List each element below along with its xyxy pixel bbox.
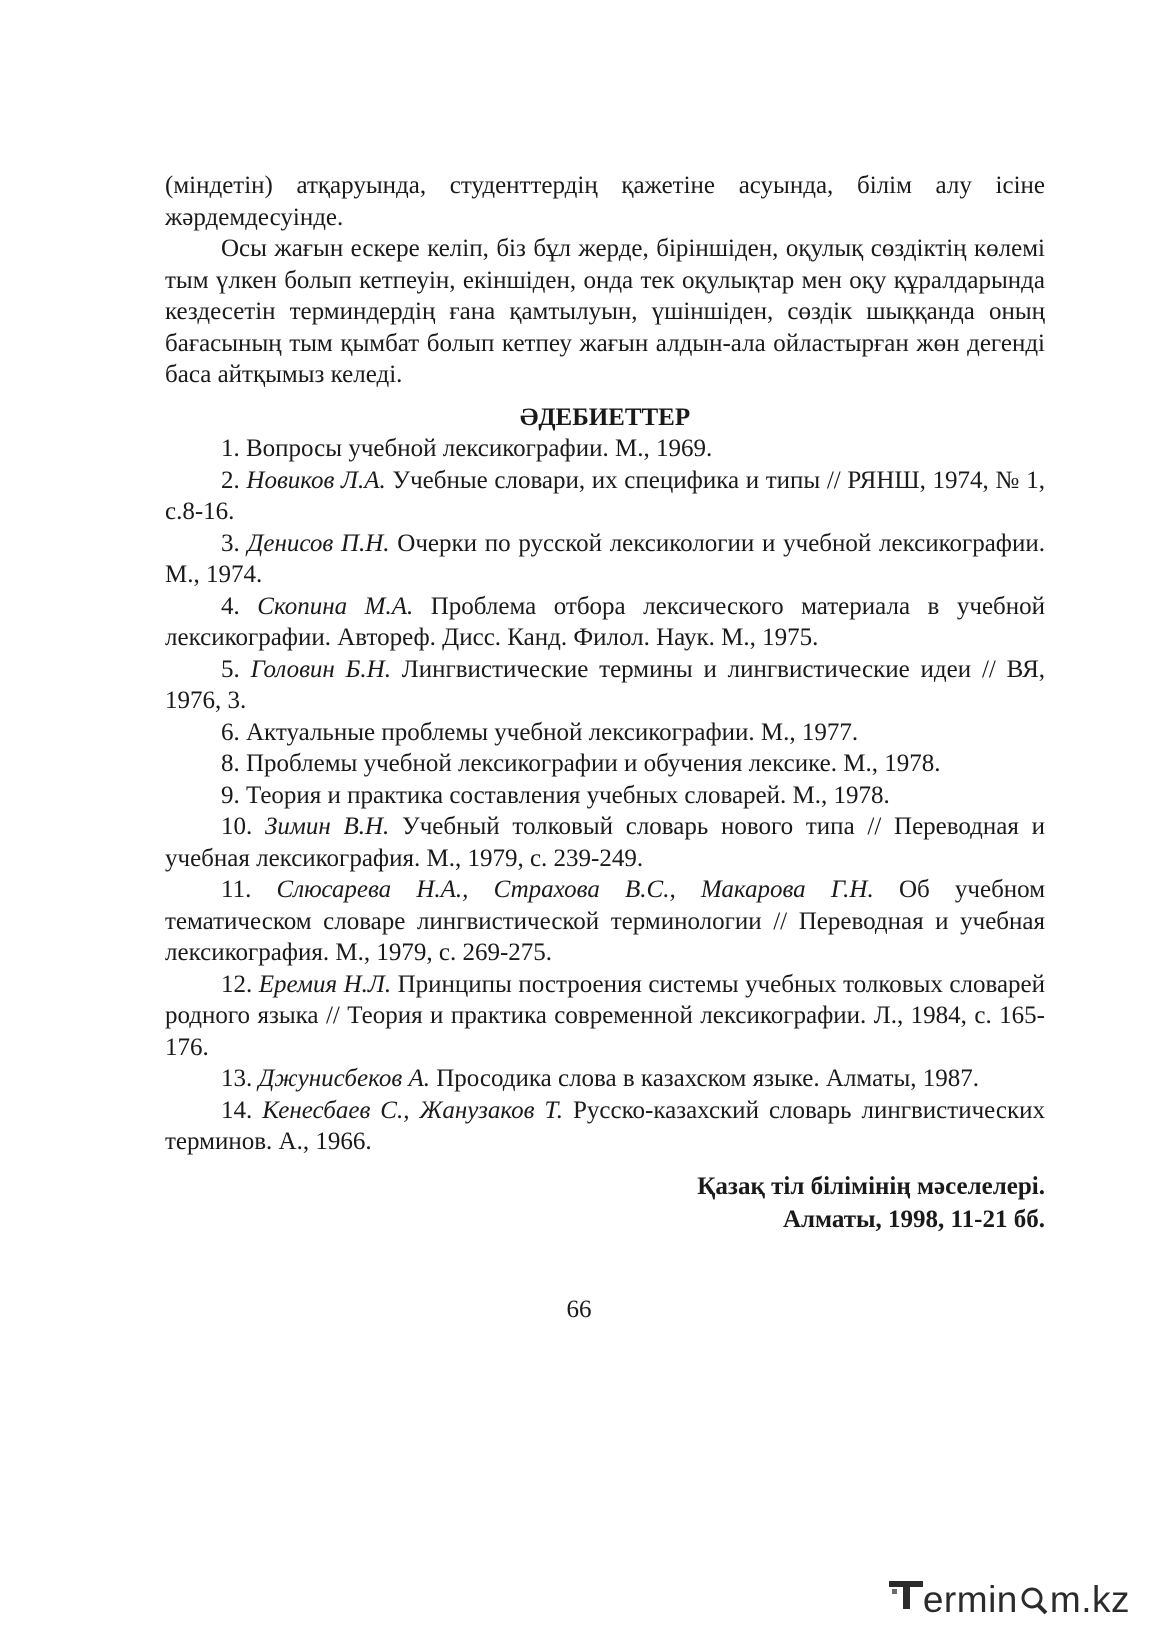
reference-text: Очерки по русской лексикологии и учебной лексикографии. М., 1974. (165, 529, 1046, 588)
reference-number: 12. (221, 970, 253, 998)
reference-number: 1. (221, 435, 240, 462)
reference-text: Теория и практика составления учебных словарей. М., 1978. (246, 781, 890, 809)
watermark-text-part-1: ermin (922, 1578, 1018, 1620)
reference-authors: Новиков Л.А. (246, 466, 386, 494)
reference-item (165, 528, 1045, 591)
reference-authors: Денисов П.Н. (247, 529, 390, 557)
reference-item (165, 1095, 1045, 1158)
references-heading: ӘДЕБИЕТТЕР (519, 403, 691, 431)
reference-text: Принципы построения системы учебных толковых словарей родного языка // Теория и практика современной лексикографии. Л., 1984, с. 165-176. (165, 970, 1046, 1061)
reference-number: 10. (221, 813, 253, 840)
reference-number: 13. (221, 1065, 253, 1092)
reference-text: Учебные словари, их специфика и типы // РЯНШ, 1974, № 1, с.8-16. (165, 466, 1046, 525)
reference-item (165, 654, 1045, 717)
reference-text: Вопросы учебной лексикографии. М., 1969. (246, 435, 713, 462)
t-logo-icon (889, 1577, 923, 1622)
reference-authors: Зимин В.Н. (264, 813, 390, 840)
reference-text: Учебный толковый словарь нового типа // Переводная и учебная лексикография. М., 1979, с. 239-249. (165, 813, 1045, 872)
reference-number: 8. (221, 750, 240, 777)
reference-authors: Головин Б.Н. (250, 655, 391, 683)
reference-text: Проблемы учебной лексикографии и обучения лексике. М., 1978. (246, 750, 941, 777)
source-citation (165, 1170, 1045, 1236)
source-line-1: Қазақ тіл білімінің мәселелері. (697, 1172, 1045, 1200)
reference-item (165, 874, 1045, 969)
reference-item (165, 717, 1045, 749)
source-line-2: Алматы, 1998, 11-21 бб. (782, 1205, 1045, 1233)
reference-item (165, 465, 1045, 528)
reference-number: 11. (221, 876, 252, 903)
page-content (165, 170, 1045, 1236)
reference-number: 3. (221, 529, 240, 557)
reference-item (165, 591, 1045, 654)
reference-item (165, 811, 1045, 874)
body-paragraph: (міндетін) атқаруында, студенттердің қажетіне асуында, білім алу ісіне жәрдемдесуінде. (165, 172, 1045, 231)
references-list (165, 433, 1045, 1158)
reference-text: Актуальные проблемы учебной лексикографии. М., 1977. (246, 718, 859, 746)
reference-item (165, 748, 1045, 780)
reference-item (165, 1063, 1045, 1095)
reference-authors: Слюсарева Н.А., Страхова В.С., Макарова Г.Н. (276, 876, 874, 903)
reference-item (165, 780, 1045, 812)
watermark-text-part-2: m.kz (1049, 1578, 1130, 1620)
reference-text: Русско-казахский словарь лингвистических терминов. А., 1966. (165, 1096, 1045, 1155)
body-paragraph: Осы жағын ескере келіп, біз бұл жерде, біріншіден, оқулық сөздіктің көлемі тым үлкен болып кетпеуін, екіншіден, онда тек оқулықтар мен оқу құралдарында кездесетін терминдердің ғана қамтылуын, үшіншіден, сөздік шыққанда оның бағасының тым қымбат болып кетпеу жағын алдын-ала ойластырған жөн дегенді баса айтқымыз келеді. (165, 235, 1045, 388)
reference-item (165, 969, 1045, 1064)
reference-authors: Еремия Н.Л. (258, 970, 392, 998)
reference-text: Проблема отбора лексического материала в учебной лексикографии. Автореф. Дисс. Канд. Филол. Наук. М., 1975. (165, 592, 1046, 651)
reference-text: Просодика слова в казахском языке. Алматы, 1987. (436, 1065, 980, 1092)
reference-text: Об учебном тематическом словаре лингвистической терминологии // Переводная и учебная лексикография. М., 1979, с. 269-275. (165, 876, 1046, 966)
page-number: 66 (566, 1296, 592, 1323)
reference-text: Лингвистические термины и лингвистические идеи // ВЯ, 1976, 3. (165, 655, 1045, 714)
magnifier-icon (1019, 1584, 1049, 1616)
reference-authors: Скопина М.А. (257, 592, 414, 620)
reference-number: 9. (221, 781, 240, 809)
reference-number: 14. (221, 1096, 253, 1124)
reference-item (165, 433, 1045, 465)
reference-number: 2. (221, 466, 240, 494)
reference-authors: Джунисбеков А. (258, 1065, 430, 1092)
reference-number: 4. (221, 592, 240, 620)
reference-authors: Кенесбаев С., Жанузаков Т. (262, 1096, 564, 1124)
site-watermark (889, 1577, 1130, 1622)
reference-number: 5. (221, 655, 240, 683)
reference-number: 6. (221, 718, 240, 746)
